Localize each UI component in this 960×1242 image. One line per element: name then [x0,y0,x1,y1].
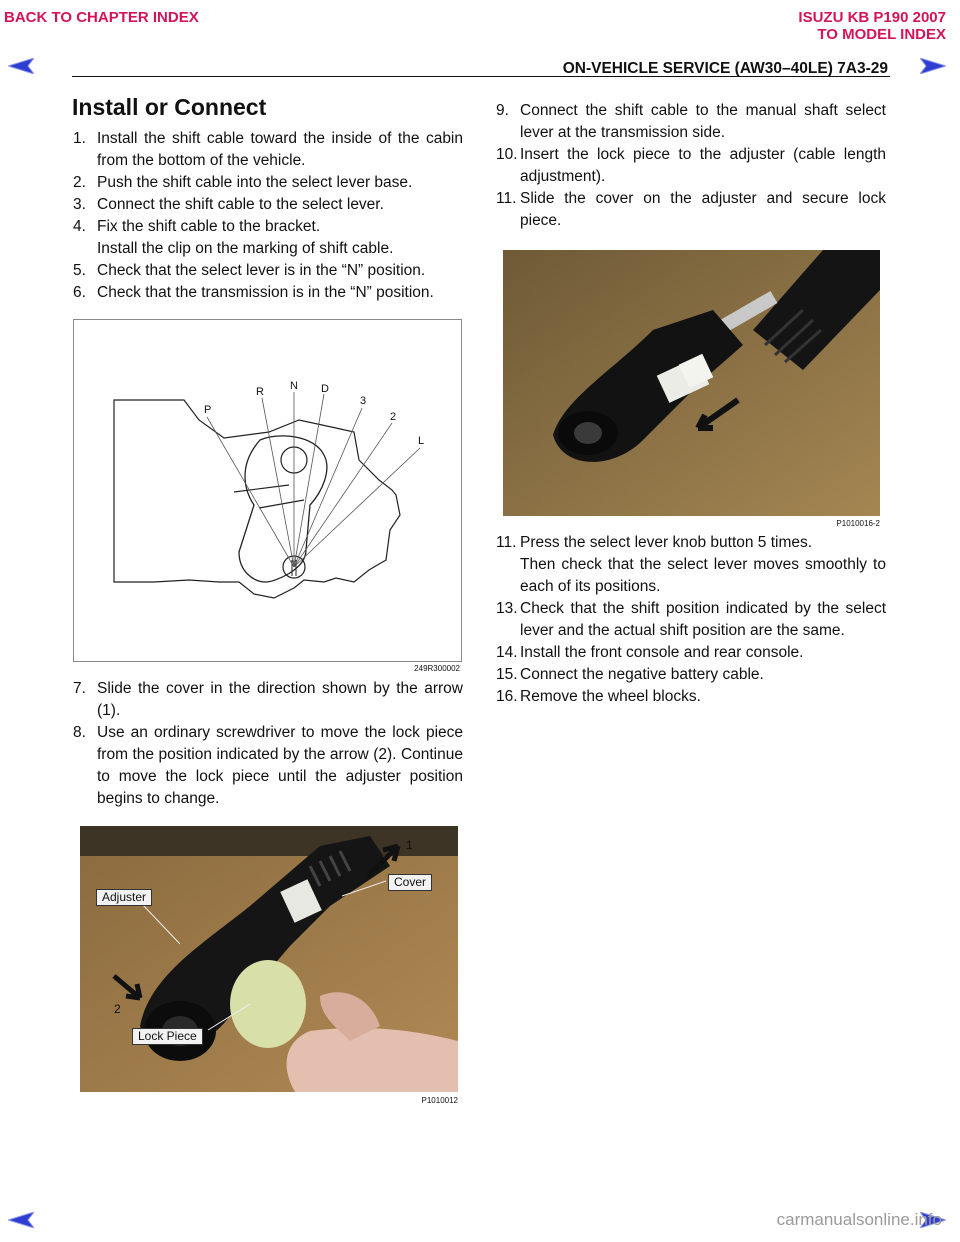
model-nav [798,9,946,43]
diagram-label-n: N [290,380,298,392]
diagram-label-3: 3 [360,395,367,407]
steps-list-left [73,128,463,304]
steps-list-right-2 [496,532,886,708]
diagram-label-2: 2 [390,411,397,423]
previous-page-arrow-icon[interactable] [8,58,34,74]
model-title-link[interactable]: ISUZU KB P190 2007 [798,9,946,26]
diagram-label-d: D [321,383,329,395]
diagram-label-r: R [256,386,264,398]
step-10: 10. Insert the lock piece to the adjuster (cable length adjustment). [496,146,886,185]
section-title: Install or Connect [72,94,267,120]
step-16: 16. Remove the wheel blocks. [496,688,701,705]
step-1: 1. Install the shift cable toward the inside of the cabin from the bottom of the vehicle. [73,130,463,169]
callout-lock-piece: Lock Piece [132,1028,203,1045]
figure1-code: 249R300002 [414,664,460,673]
back-to-chapter-index-link[interactable]: BACK TO CHAPTER INDEX [4,9,199,26]
step-13: 13. Check that the shift position indicated by the select lever and the actual shift position are the same. [496,600,886,639]
step-11: 11. Slide the cover on the adjuster and secure lock piece. [496,190,886,229]
callout-adjuster: Adjuster [96,889,152,906]
step-11b-sub: Then check that the select lever moves smoothly to each of its positions. [520,556,886,595]
step-4: 4. Fix the shift cable to the bracket. [73,218,321,235]
step-6: 6. Check that the transmission is in the “N” position. [73,284,434,301]
cover-slide-photo [503,250,880,516]
step-5: 5. Check that the select lever is in the “N” position. [73,262,426,279]
shift-position-diagram-svg [74,320,461,661]
step-7: 7. Slide the cover in the direction shown by the arrow (1). [73,680,463,719]
previous-page-arrow-bottom-icon[interactable] [8,1212,34,1228]
figure3-code: P1010016-2 [836,519,880,528]
housing-outline [114,400,400,598]
steps-list-left-2 [73,678,463,810]
step-4-sub: Install the clip on the marking of shift cable. [97,240,394,257]
callout-arrow-2: 2 [114,1002,121,1016]
adjuster-photo [80,826,458,1092]
next-page-arrow-icon[interactable] [920,58,946,74]
step-3: 3. Connect the shift cable to the select lever. [73,196,384,213]
to-model-index-link[interactable]: TO MODEL INDEX [817,26,946,43]
diagram-label-p: P [204,404,212,416]
step-11b: 11. Press the select lever knob button 5 times. [496,534,813,551]
step-9: 9. Connect the shift cable to the manual shaft select lever at the transmission side. [496,102,886,141]
callout-cover: Cover [388,874,432,891]
step-8: 8. Use an ordinary screwdriver to move the lock piece from the position indicated by the arrow (2). Continue to move the lock piece until the adjuster position begins to change. [73,724,463,807]
callout-arrow-1: 1 [406,838,413,852]
page-header-title: ON-VEHICLE SERVICE (AW30–40LE) 7A3-29 [562,60,888,77]
site-watermark: carmanualsonline.info [776,1210,942,1229]
adjuster-photo-svg [80,826,458,1092]
step-14: 14. Install the front console and rear console. [496,644,804,661]
header-rule [72,76,890,77]
step-15: 15. Connect the negative battery cable. [496,666,764,683]
diagram-label-l: L [418,435,425,447]
step-2: 2. Push the shift cable into the select lever base. [73,174,413,191]
steps-list-right [496,100,886,232]
figure2-code: P1010012 [421,1096,458,1105]
cover-slide-photo-svg [503,250,880,516]
shift-position-diagram [73,319,462,662]
